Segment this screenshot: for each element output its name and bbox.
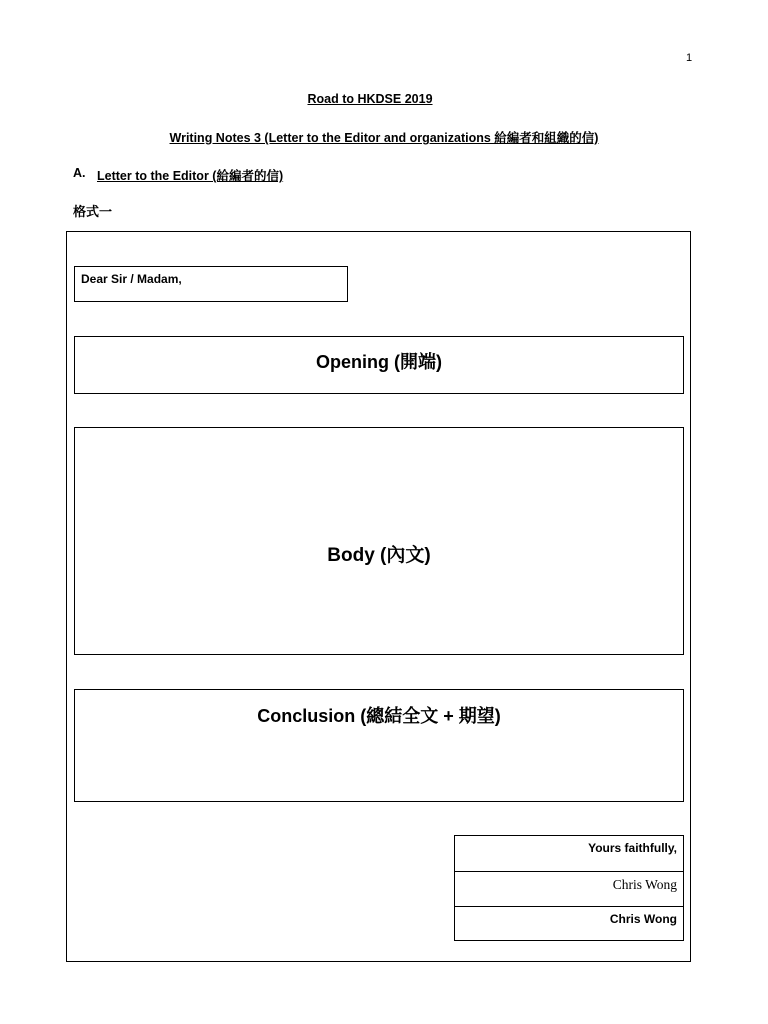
printed-name-row xyxy=(455,906,683,941)
page-number: 1 xyxy=(686,52,693,64)
signature-text: Chris Wong xyxy=(612,877,677,892)
document-subtitle: Writing Notes 3 (Letter to the Editor and organizations 給編者和組織的信) xyxy=(169,131,599,145)
document-title: Road to HKDSE 2019 xyxy=(307,92,433,106)
conclusion-box xyxy=(74,689,684,802)
opening-box xyxy=(74,336,684,394)
section-heading: Letter to the Editor (給編者的信) xyxy=(97,169,284,183)
conclusion-label: Conclusion (總結全文 + 期望) xyxy=(257,706,501,726)
salutation-text: Dear Sir / Madam, xyxy=(81,272,182,286)
closing-text: Yours faithfully, xyxy=(588,841,677,855)
closing-row xyxy=(455,836,683,871)
signature-row xyxy=(455,871,683,906)
body-box xyxy=(74,427,684,655)
salutation-box xyxy=(74,266,348,302)
opening-label: Opening (開端) xyxy=(316,352,442,372)
format-label: 格式一 xyxy=(73,204,113,219)
signature-table xyxy=(454,835,684,941)
section-marker: A. xyxy=(73,166,86,180)
body-label: Body (內文) xyxy=(327,545,431,566)
printed-name-text: Chris Wong xyxy=(609,912,677,926)
